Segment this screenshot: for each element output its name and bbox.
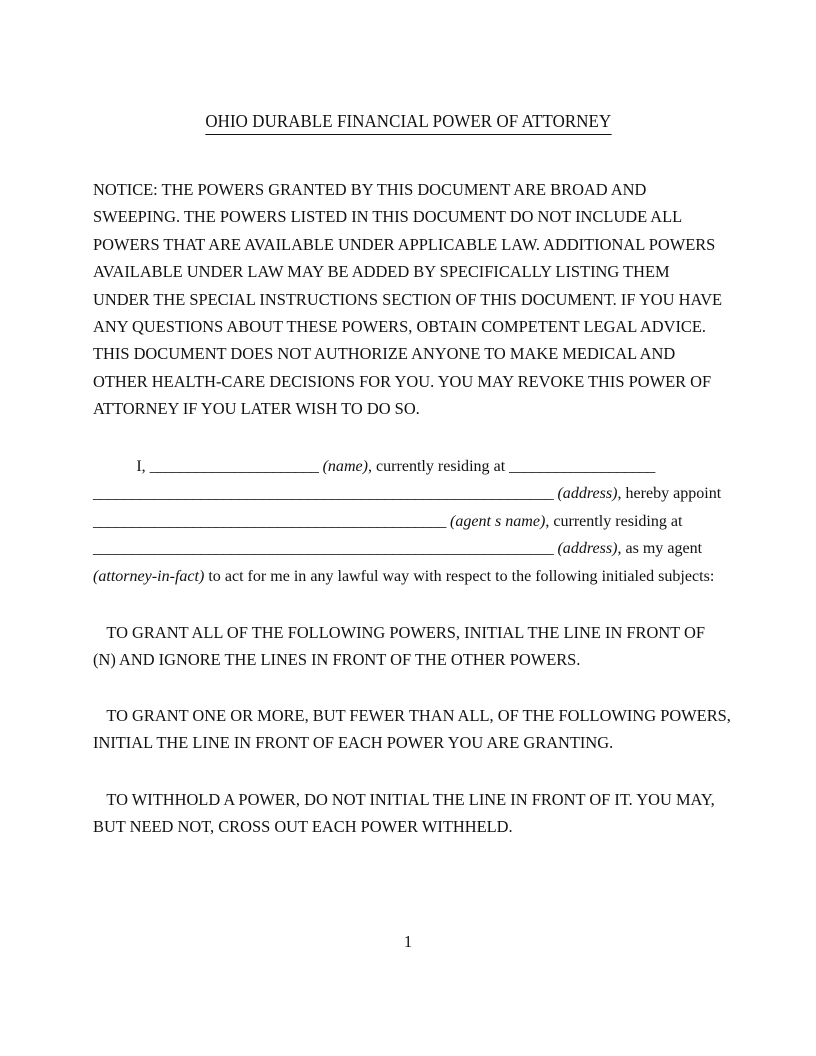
- principal-residing-text: , currently residing at: [367, 456, 506, 475]
- instruction-line: BUT NEED NOT, CROSS OUT EACH POWER WITHHELD.: [93, 817, 513, 837]
- instruction-line: [93, 702, 731, 729]
- agent-name-blank[interactable]: ______________________________________________: [93, 510, 446, 530]
- party-line-4: [93, 534, 718, 561]
- page-number: 1: [403, 932, 413, 951]
- agent-name-label: (agent s name): [450, 510, 546, 530]
- agent-residing-text: , currently residing at: [545, 510, 683, 530]
- notice-line: NOTICE: THE POWERS GRANTED BY THIS DOCUMENT ARE BROAD AND: [93, 180, 647, 199]
- notice-line: SWEEPING. THE POWERS LISTED IN THIS DOCUMENT DO NOT INCLUDE ALL: [93, 207, 683, 227]
- notice-line: THIS DOCUMENT DOES NOT AUTHORIZE ANYONE TO MAKE MEDICAL AND: [93, 344, 676, 364]
- principal-address-blank-part2[interactable]: ____________________________________________________________: [93, 483, 554, 503]
- attorney-in-fact-label: (attorney-in-fact): [93, 565, 205, 585]
- hereby-appoint-text: , hereby appoint: [617, 483, 722, 503]
- principal-address-label: (address): [557, 483, 618, 503]
- notice-line: OTHER HEALTH-CARE DECISIONS FOR YOU. YOU MAY REVOKE THIS POWER OF: [93, 371, 712, 391]
- party-line-5: [93, 562, 718, 589]
- as-my-agent-text: , as my agent: [617, 538, 703, 558]
- instruction-line-text: TO WITHHOLD A POWER, DO NOT INITIAL THE LINE IN FRONT OF IT. YOU MAY,: [106, 790, 715, 809]
- party-line-3: [93, 507, 718, 534]
- instruction-line: [93, 619, 706, 646]
- principal-lead-text: I,: [136, 456, 146, 475]
- notice-line: AVAILABLE UNDER LAW MAY BE ADDED BY SPECIFICALLY LISTING THEM: [93, 262, 670, 282]
- notice-line: ATTORNEY IF YOU LATER WISH TO DO SO.: [93, 399, 420, 419]
- instruction-grant-some: [93, 702, 731, 757]
- party-line-1: [93, 452, 718, 479]
- notice-line: UNDER THE SPECIAL INSTRUCTIONS SECTION OF THIS DOCUMENT. IF YOU HAVE: [93, 289, 723, 309]
- principal-name-blank[interactable]: ______________________: [149, 456, 319, 475]
- agent-address-label: (address): [557, 538, 618, 558]
- authority-scope-text: to act for me in any lawful way with respect to the following initialed subjects:: [204, 565, 715, 585]
- notice-line: ANY QUESTIONS ABOUT THESE POWERS, OBTAIN COMPETENT LEGAL ADVICE.: [93, 317, 707, 337]
- agent-address-blank[interactable]: ____________________________________________________________: [93, 538, 554, 558]
- instruction-line: (N) AND IGNORE THE LINES IN FRONT OF THE OTHER POWERS.: [93, 650, 581, 670]
- instruction-line: [93, 786, 715, 813]
- instruction-withhold: [93, 786, 728, 841]
- instruction-line-text: TO GRANT ALL OF THE FOLLOWING POWERS, INITIAL THE LINE IN FRONT OF: [106, 623, 706, 642]
- page-title-text: OHIO DURABLE FINANCIAL POWER OF ATTORNEY: [205, 110, 611, 135]
- party-line-2: [93, 479, 722, 506]
- principal-address-blank-part1[interactable]: ___________________: [509, 456, 655, 475]
- instruction-line-text: TO GRANT ONE OR MORE, BUT FEWER THAN ALL, OF THE FOLLOWING POWERS,: [106, 706, 731, 725]
- party-identification-paragraph: [93, 452, 728, 589]
- instruction-line: INITIAL THE LINE IN FRONT OF EACH POWER YOU ARE GRANTING.: [93, 733, 614, 753]
- principal-name-label: (name): [322, 456, 368, 475]
- page-title: [0, 110, 816, 135]
- notice-paragraph: [93, 176, 728, 423]
- notice-line: POWERS THAT ARE AVAILABLE UNDER APPLICABLE LAW. ADDITIONAL POWERS: [93, 234, 716, 254]
- instruction-grant-all: [93, 619, 728, 674]
